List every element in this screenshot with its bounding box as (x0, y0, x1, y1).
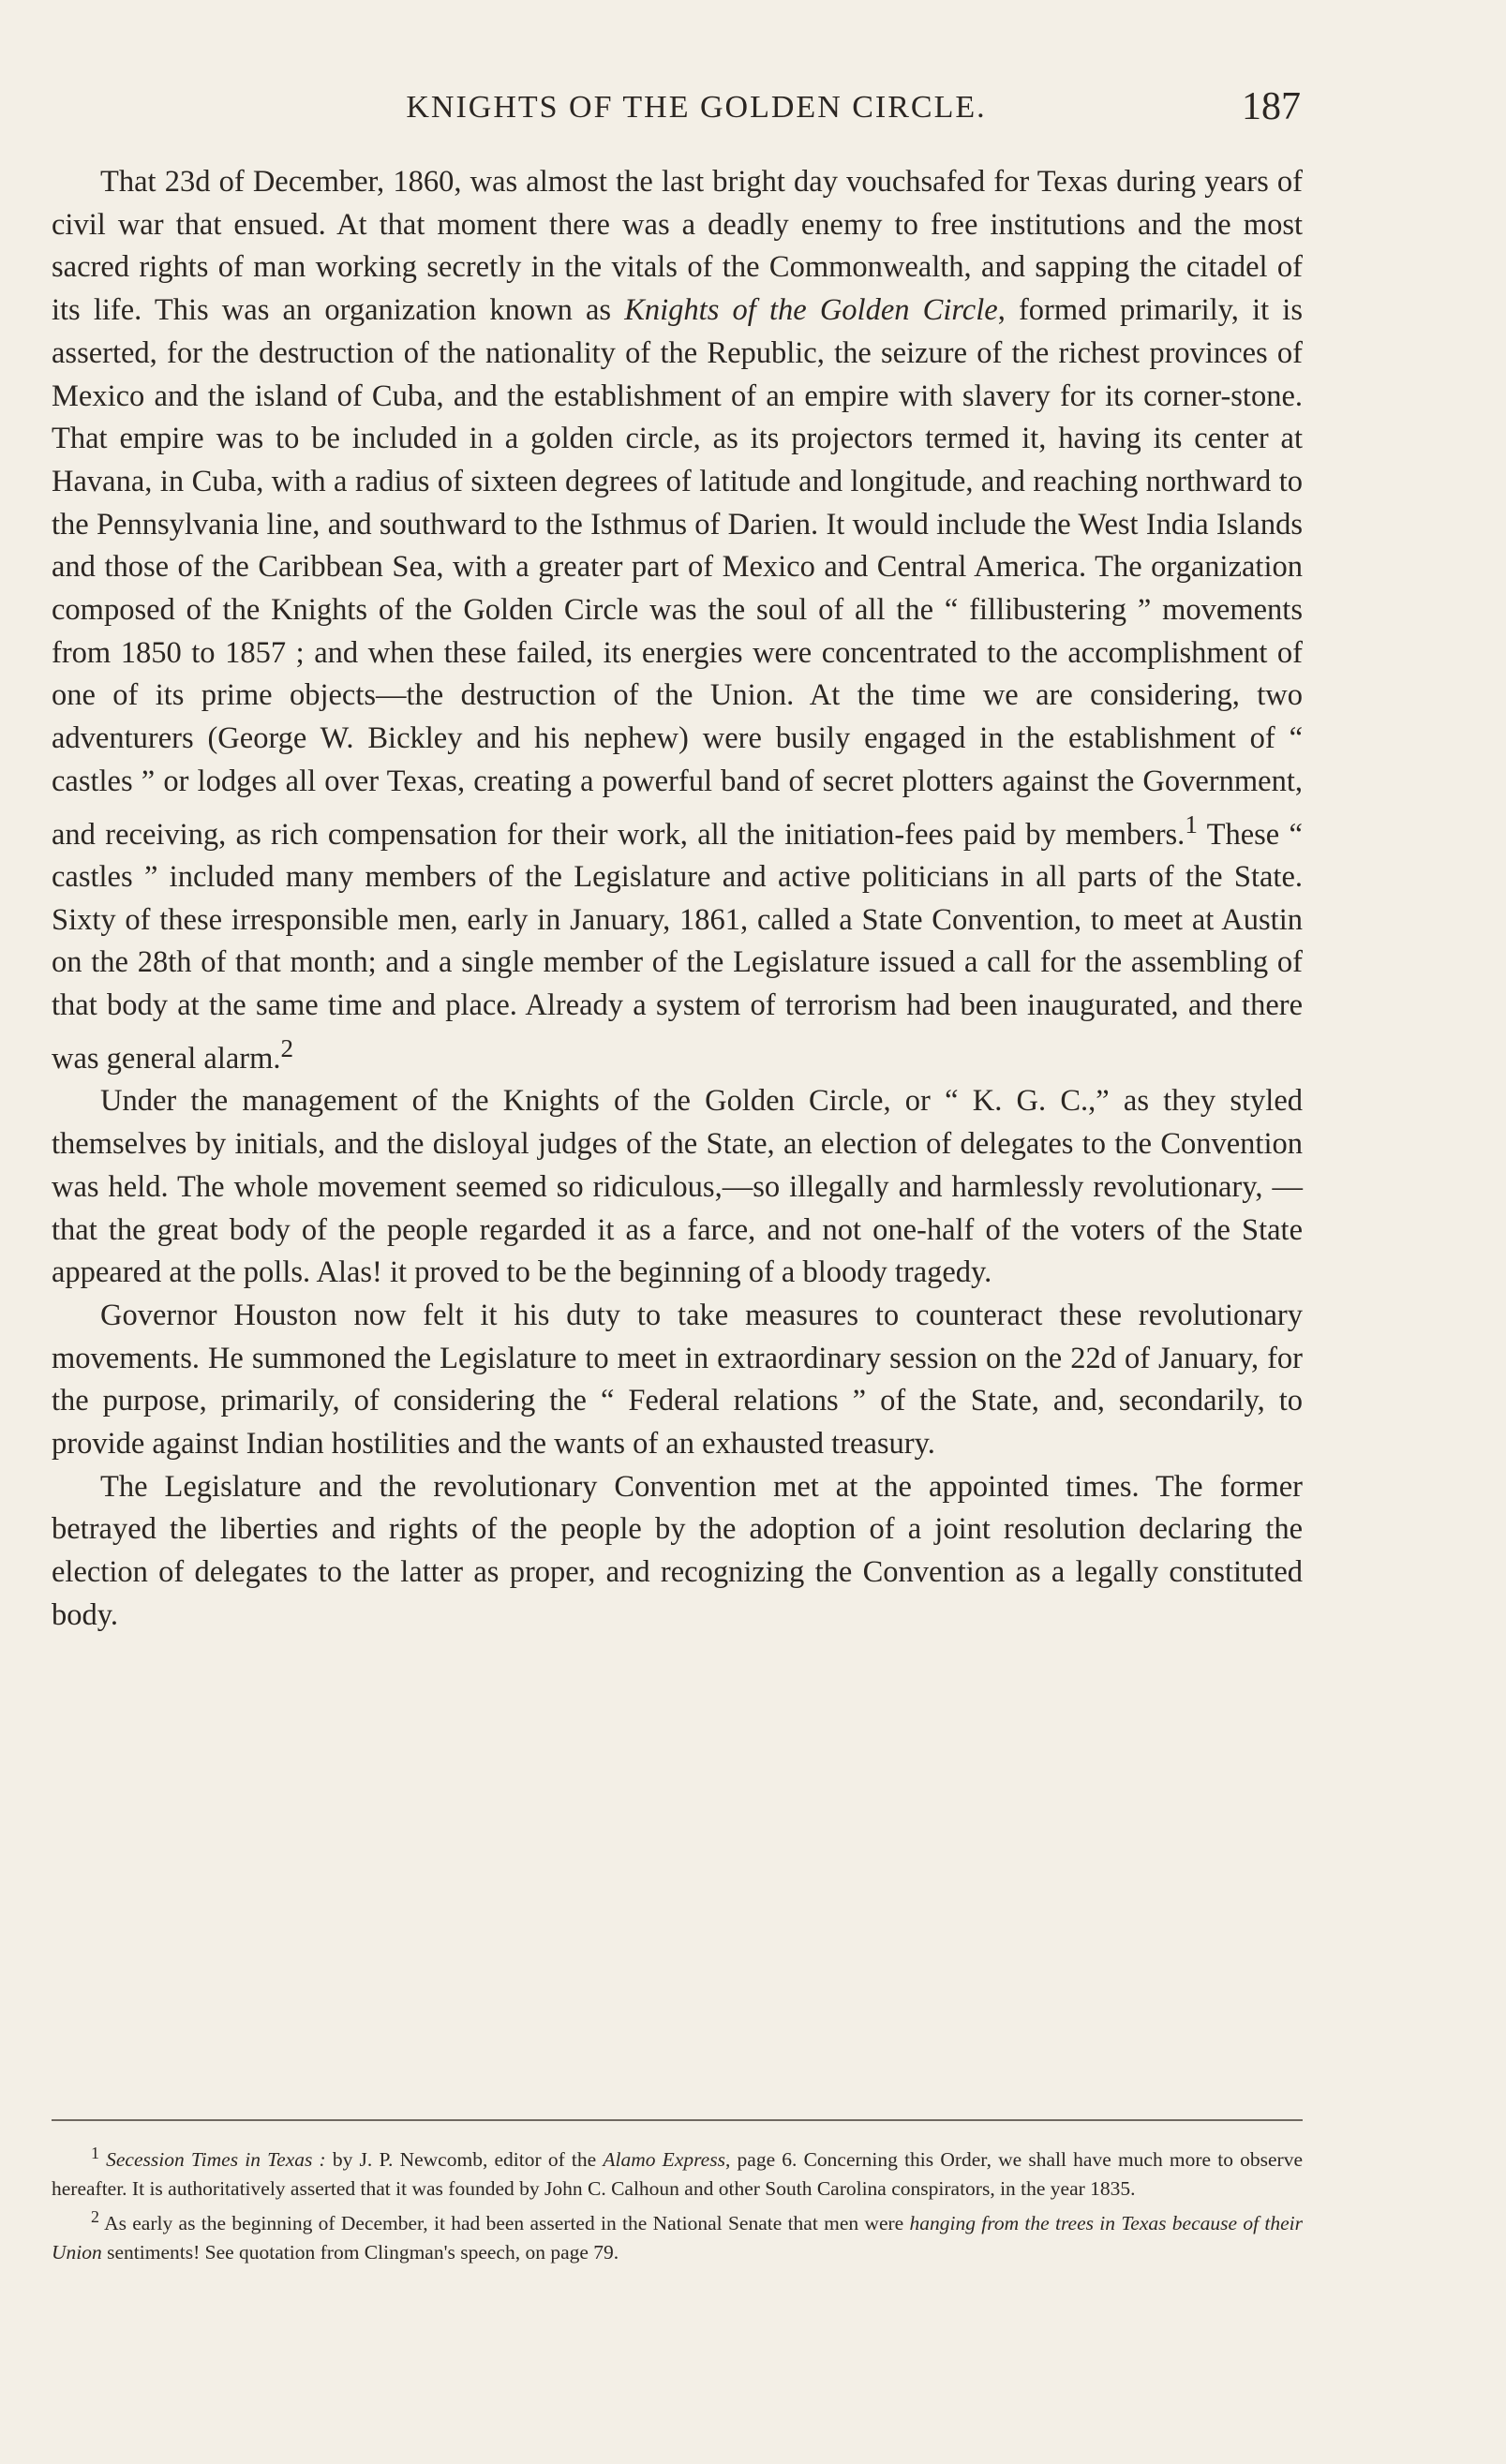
paragraph-1-text-a: That 23d of December, 1860, was almost the last bright day vouchsafed for Texas during years of civil war that ensued. At that moment there was a deadly enemy to free institutions and the most sacred rights of man working secretly in the vitals of the Commonwealth, and sapping the citadel of its life. This was an organization known as (52, 165, 1303, 328)
footnote-1-number: 1 (91, 2144, 99, 2162)
paragraph-1 (52, 161, 1303, 1080)
footnote-2-text-b: sentiments! See quotation from Clingman's speech, on page 79. (101, 2240, 619, 2264)
footnote-1 (52, 2139, 1303, 2203)
body-text (52, 161, 1303, 1638)
footnote-rule (52, 2119, 1303, 2121)
footnote-2-text-a: As early as the beginning of December, it had been asserted in the National Senate that men were (98, 2212, 910, 2235)
footnote-ref-1: 1 (1185, 809, 1198, 839)
footnote-2-number: 2 (91, 2207, 99, 2227)
running-head (92, 84, 1301, 131)
paragraph-4: The Legislature and the revolutionary Convention met at the appointed times. The former betrayed the liberties and rights of the people by the adoption of a joint resolution declaring the election of delegates to the latter as proper, and recognizing the Convention as a legally constituted body. (52, 1469, 1303, 1632)
footnotes (52, 2139, 1303, 2266)
footnote-2-italic-quote: hanging from the trees in Texas because of their Union (52, 2212, 1303, 2264)
footnote-1-text-a: by J. P. Newcomb, editor of the (325, 2148, 604, 2172)
knights-golden-circle-italic: Knights of the Golden Circle (624, 293, 998, 328)
paragraph-3: Governor Houston now felt it his duty to take measures to counteract these revolutionary movements. He summoned the Legislature to meet in extraordinary session on the 22d of January, for the purpose, primarily, of considering the “ Federal relations ” of the State, and, secondarily, to provide against Indian hostilities and the wants of an exhausted treasury. (52, 1298, 1303, 1462)
footnote-ref-2: 2 (280, 1033, 294, 1062)
page-number: 187 (1242, 85, 1301, 128)
paragraph-2: Under the management of the Knights of the Golden Circle, or “ K. G. C.,” as they styled themselves by initials, and the disloyal judges of the State, an election of delegates to the Convention was held. The whole movement seemed so ridiculous,—so illegally and harmlessly revolutionary, —that the great body of the people regarded it as a farce, and not one-half of the voters of the State appeared at the polls. Alas! it proved to be the beginning of a bloody tragedy. (52, 1084, 1303, 1290)
footnote-1-source-title: Secession Times in Texas : (106, 2148, 326, 2172)
footnote-1-text-b: , page 6. Concerning this Order, we shall have much more to observe hereafter. It is authoritatively asserted that it was founded by John C. Calhoun and other South Carolina conspirators, in the year 1835. (52, 2148, 1304, 2200)
footnote-1-newspaper: Alamo Express (603, 2148, 725, 2172)
footnote-2 (52, 2203, 1303, 2266)
paragraph-1-text-c: These “ castles ” included many members of the Legislature and active politicians in all parts of the State. Sixty of these irresponsible men, early in January, 1861, called a State Convention, to meet at Austin on the 28th of that month; and a single member of the Legislature issued a call for the assembling of that body at the same time and place. Already a system of terrorism had been inaugurated, and there was general alarm. (52, 817, 1303, 1076)
paragraph-1-text-b: , formed primarily, it is asserted, for the destruction of the nationality of the Republic, the seizure of the richest provinces of Mexico and the island of Cuba, and the establishment of an empire with slavery for its corner-stone. That empire was to be included in a golden circle, as its projectors termed it, having its center at Havana, in Cuba, with a radius of sixteen degrees of latitude and longitude, and reaching northward to the Pennsylvania line, and southward to the Isthmus of Darien. It would include the West India Islands and those of the Caribbean Sea, with a greater part of Mexico and Central America. The organization composed of the Knights of the Golden Circle was the soul of all the “ fillibustering ” movements from 1850 to 1857 ; and when these failed, its energies were concentrated to the accomplishment of one of its prime objects—the destruction of the Union. At the time we are considering, two adventurers (George W. Bickley and his nephew) were busily engaged in the establishment of “ castles ” or lodges all over Texas, creating a powerful band of secret plotters against the Government, and receiving, as rich compensation for their work, all the initiation-fees paid by members. (52, 293, 1303, 852)
running-title: KNIGHTS OF THE GOLDEN CIRCLE. (406, 90, 987, 125)
